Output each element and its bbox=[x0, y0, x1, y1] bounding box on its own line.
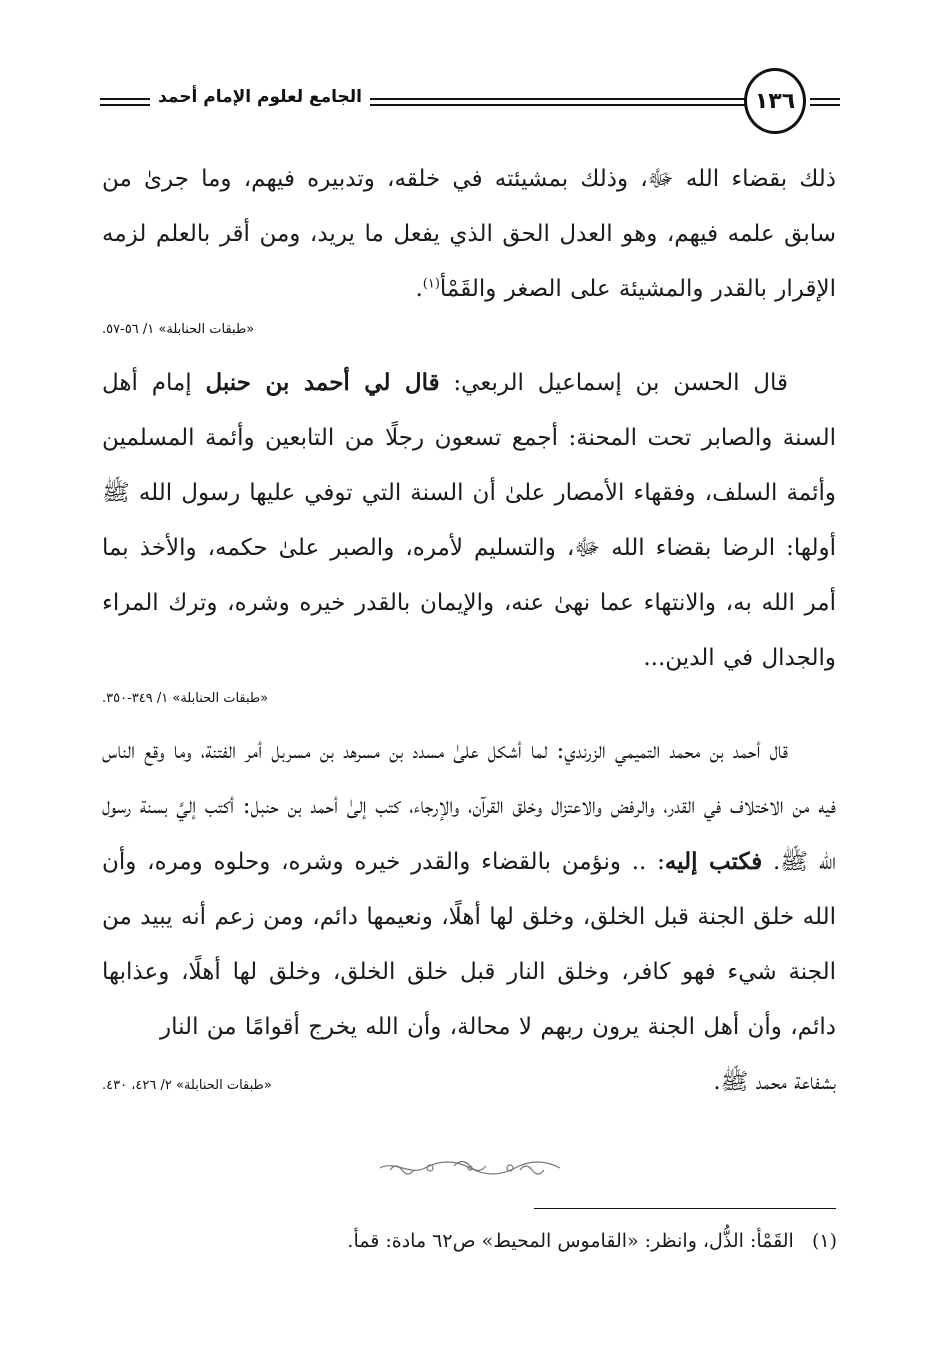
source-citation: «طبقات الحنابلة» ١/ ٣٤٩-٣٥٠. bbox=[102, 691, 269, 706]
header-rule bbox=[810, 104, 840, 106]
footnote-separator bbox=[534, 1208, 836, 1209]
header-rule bbox=[810, 98, 840, 100]
source-citation: «طبقات الحنابلة» ٢/ ٤٢٦، ٤٣٠. bbox=[102, 1078, 272, 1093]
footnote-marker: (١) bbox=[811, 1230, 837, 1252]
paragraph-bold: قال لي أحمد بن حنبل bbox=[205, 369, 440, 396]
paragraph-lead: قال أحمد بن محمد التميمي الزرندي: لما أشكل علىٰ مسدد بن مسرهد بن مسربل أمر الفتنة، وما وقع الناس فيه من الاختلاف في القدر، والرفض والاعتزال وخلق القرآن، والإرجاء، كتب إلىٰ أحمد بن حنبل: أكتب إليَّ بسنة رسول الله ﷺ. bbox=[102, 738, 836, 875]
book-title: الجامع لعلوم الإمام أحمد bbox=[158, 87, 362, 107]
paragraph-1 bbox=[102, 152, 836, 317]
paragraph-3 bbox=[102, 724, 836, 1055]
floral-divider-icon bbox=[370, 1156, 570, 1180]
paragraph-text: ذلك بقضاء الله ﷻ، وذلك بمشيئته في خلقه، وتدبيره فيهم، وما جرىٰ من سابق علمه فيهم، وهو العدل الحق الذي يفعل ما يريد، ومن أقر بالعلم لزمه الإقرار بالقدر والمشيئة على الصغر والقَمْأ bbox=[102, 166, 837, 302]
running-header bbox=[100, 66, 840, 146]
paragraph-2 bbox=[102, 355, 836, 686]
paragraph-bold: فكتب إليه bbox=[664, 848, 763, 875]
paragraph-rest: : .. ونؤمن بالقضاء والقدر خيره وشره، وحلوه ومره، وأن الله خلق الجنة قبل الخلق، وخلق لها أهلًا، ونعيمها دائم، ومن زعم أنه يبيد من الجنة شيء فهو كافر، وخلق النار قبل خلق الخلق، وخلق لها أهلًا، وعذابها دائم، وأن أهل الجنة يرون ربهم لا محالة، وأن الله يخرج أقوامًا من النار bbox=[102, 849, 836, 1040]
footnote bbox=[137, 1226, 837, 1256]
header-rule bbox=[370, 104, 752, 106]
header-rule bbox=[100, 104, 150, 106]
footnote-text: القَمْأ: الذُّل، وانظر: «القاموس المحيط» ص٦٢ مادة: قمأ. bbox=[347, 1230, 794, 1252]
paragraph-3-last-line bbox=[102, 1055, 836, 1113]
header-rule bbox=[370, 98, 752, 100]
footnote-reference: (١) bbox=[422, 276, 440, 292]
page-number: ١٣٦ bbox=[744, 68, 806, 134]
paragraph-last-line: بشفاعة محمد ﷺ. bbox=[713, 1069, 836, 1095]
header-rule bbox=[100, 98, 150, 100]
paragraph-end: . bbox=[415, 276, 423, 302]
paragraph-rest: إمام أهل السنة والصابر تحت المحنة: أجمع تسعون رجلًا من التابعين وأئمة المسلمين وأئمة السلف، وفقهاء الأمصار علىٰ أن السنة التي توفي عليها رسول الله ﷺ أولها: الرضا بقضاء الله ﷻ، والتسليم لأمره، والصبر علىٰ حكمه، والأخذ بما أمر الله به، والانتهاء عما نهىٰ عنه، والإيمان بالقدر خيره وشره، وترك المراء والجدال في الدين... bbox=[102, 370, 836, 671]
source-citation: «طبقات الحنابلة» ١/ ٥٦-٥٧. bbox=[102, 322, 255, 337]
paragraph-lead: قال الحسن بن إسماعيل الربعي: bbox=[439, 370, 788, 396]
main-text bbox=[102, 148, 836, 1113]
